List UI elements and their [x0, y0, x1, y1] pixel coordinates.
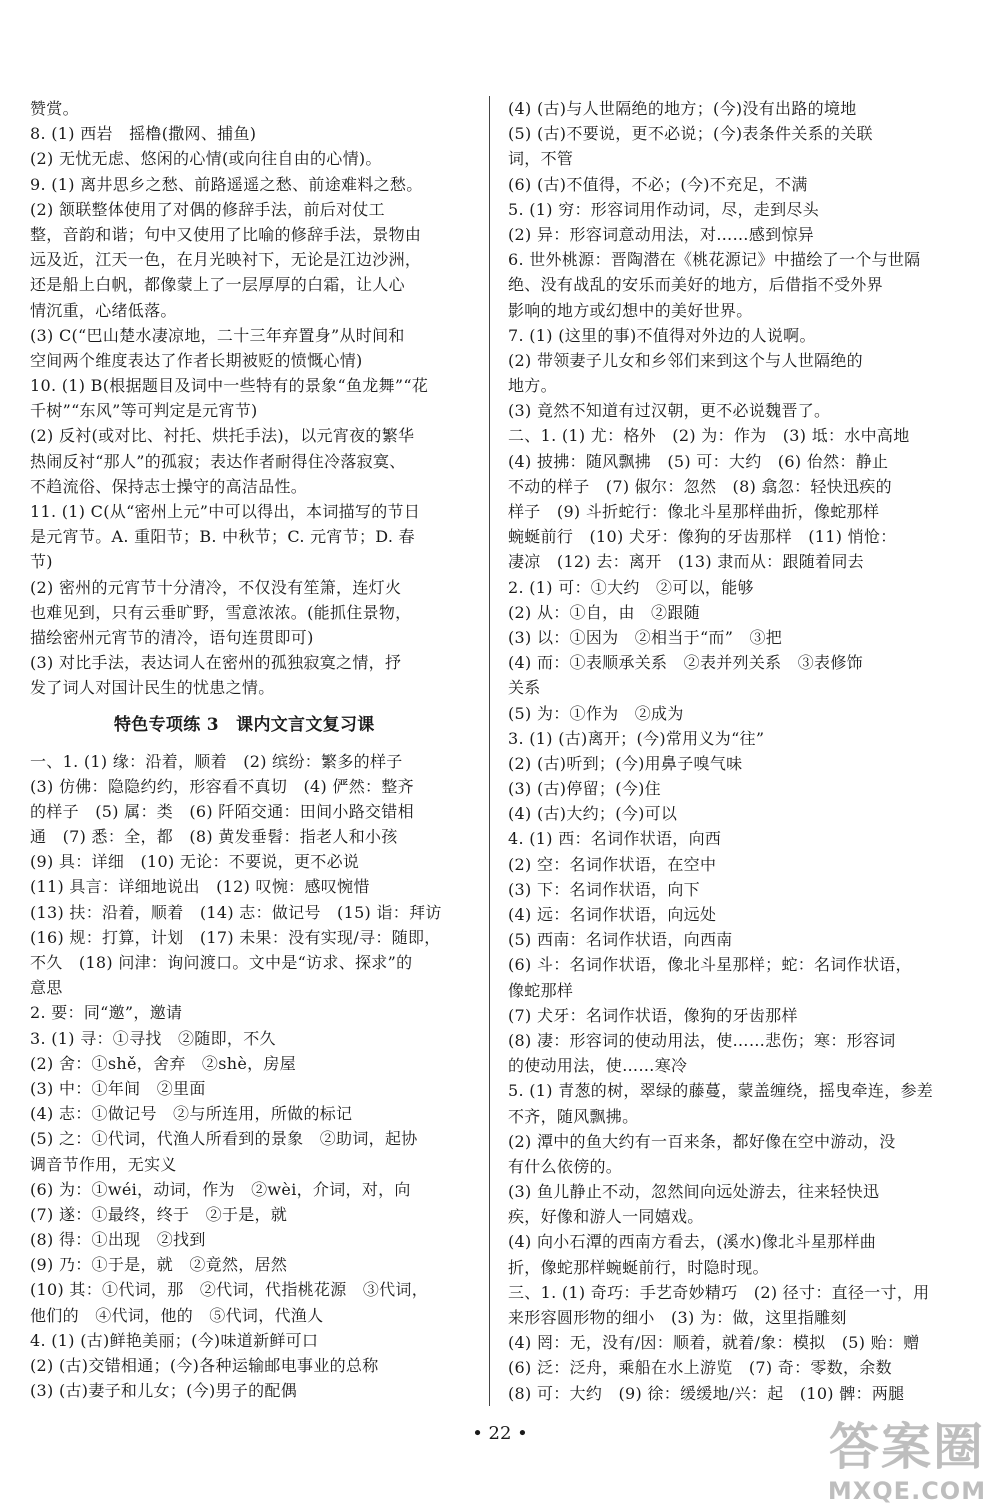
right-column	[508, 96, 946, 1406]
text-line: (2) 异：形容词意动用法，对……感到惊异	[508, 224, 815, 244]
text-line: (5) 为：①作为 ②成为	[508, 703, 684, 723]
text-line: 情沉重，心绪低落。	[30, 300, 177, 320]
text-line: (9) 乃：①于是，就 ②竟然，居然	[30, 1255, 288, 1275]
text-line: 二、1. (1) 尤：格外 (2) 为：作为 (3) 坻：水中高地	[508, 426, 910, 446]
text-line: (3) 下：名词作状语，向下	[508, 879, 700, 899]
text-line: 疾，好像和游人一同嬉戏。	[508, 1207, 704, 1227]
text-line: (4) (古)大约；(今)可以	[508, 804, 678, 824]
text-line: (2) (古)交错相通；(今)各种运输邮电事业的总称	[30, 1356, 379, 1375]
text-line: 7. (1) (这里的事)不值得对外边的人说啊。	[508, 325, 816, 345]
text-line: 4. (1) 西：名词作状语，向西	[508, 829, 722, 849]
text-line: 一、1. (1) 缘：沿着，顺着 (2) 缤纷：繁多的样子	[30, 751, 403, 771]
text-line: 2. (1) 可：①大约 ②可以，能够	[508, 577, 754, 597]
text-line: 11. (1) C(从“密州上元”中可以得出，本词描写的节日	[30, 502, 421, 521]
text-line: 有什么依傍的。	[508, 1156, 623, 1176]
left-column	[30, 96, 476, 1403]
text-line: 调音节作用，无实义	[30, 1154, 177, 1174]
text-line: (6) 为：①wéi，动词，作为 ②wèi，介词，对，向	[30, 1179, 411, 1199]
text-line: 节)	[30, 552, 53, 572]
text-line: 描绘密州元宵节的清冷，语句连贯即可)	[30, 627, 314, 647]
text-line: 样子 (9) 斗折蛇行：像北斗星那样曲折，像蛇那样	[508, 502, 880, 521]
text-line: (4) 志：①做记号 ②与所连用，所做的标记	[30, 1104, 353, 1124]
text-line: 折，像蛇那样蜿蜒前行，时隐时现。	[508, 1257, 769, 1277]
column-divider	[489, 96, 490, 1406]
watermark-text: 答案圈	[829, 1418, 985, 1476]
text-line: (11) 具言：详细地说出 (12) 叹惋：感叹惋惜	[30, 877, 370, 897]
text-line: (3) 对比手法，表达词人在密州的孤独寂寞之情，抒	[30, 653, 402, 673]
text-line: (8) 凄：形容词的使动用法，使……悲伤；寒：形容词	[508, 1030, 896, 1050]
text-line: (3) 竟然不知道有过汉朝，更不必说魏晋了。	[508, 401, 831, 421]
text-line: (4) 远：名词作状语，向远处	[508, 905, 717, 924]
text-line: 赞赏。	[30, 99, 79, 118]
text-line: 也难见到，只有云垂旷野，雪意浓浓。(能抓住景物，	[30, 602, 412, 622]
text-line: 通 (7) 悉：全，都 (8) 黄发垂髫：指老人和小孩	[30, 827, 398, 847]
text-line: (5) 之：①代词，代渔人所看到的景象 ②助词，起协	[30, 1129, 418, 1149]
text-line: 像蛇那样	[508, 980, 574, 1000]
text-line: 远及近，江天一色，在月光映衬下，无论是江边沙洲，	[30, 250, 422, 270]
text-line: 意思	[30, 978, 63, 998]
page-number: • 22 •	[472, 1423, 528, 1444]
text-line: 6. 世外桃源：晋陶潜在《桃花源记》中描绘了一个与世隔	[508, 250, 921, 270]
text-line: 的使动用法，使……寒冷	[508, 1056, 688, 1076]
text-line: (2) 带领妻子儿女和乡邻们来到这个与人世隔绝的	[508, 350, 863, 370]
text-line: 空间两个维度表达了作者长期被贬的愤慨心情)	[30, 350, 363, 370]
text-line: 8. (1) 西岩 摇橹(撒网、捕鱼)	[30, 124, 257, 144]
text-line: (3) (古)妻子和儿女；(今)男子的配偶	[30, 1381, 298, 1401]
text-line: 不久 (18) 问津：询问渡口。文中是“访求、探求”的	[30, 953, 413, 972]
text-line: 热闹反衬“那人”的孤寂；表达作者耐得住冷落寂寞、	[30, 451, 406, 471]
text-line: 影响的地方或幻想中的美好世界。	[508, 300, 753, 320]
text-line: 3. (1) 寻：①寻找 ②随即，不久	[30, 1028, 276, 1048]
text-line: 4. (1) (古)鲜艳美丽；(今)味道新鲜可口	[30, 1330, 319, 1350]
text-line: (4) 罔：无，没有/因：顺着，就着/象：模拟 (5) 贻：赠	[508, 1333, 920, 1353]
text-line: (6) (古)不值得，不必；(今)不充足，不满	[508, 174, 808, 194]
text-line: (3) 中：①年间 ②里面	[30, 1078, 206, 1098]
text-line: (5) 西南：名词作状语，向西南	[508, 930, 733, 950]
section-heading: 特色专项练 3 课内文言文复习课	[114, 714, 375, 735]
watermark-url: MXQE.COM	[827, 1477, 987, 1505]
text-line: 地方。	[508, 376, 557, 396]
text-line: (8) 得：①出现 ②找到	[30, 1230, 206, 1250]
watermark-logo	[822, 1414, 992, 1508]
text-line: 不齐，随风飘拂。	[508, 1106, 639, 1126]
text-line: (5) (古)不要说，更不必说；(今)表条件关系的关联	[508, 124, 873, 144]
text-line: 绝、没有战乱的安乐而美好的地方，后借指不受外界	[508, 275, 883, 295]
text-line: 5. (1) 穷：形容词用作动词，尽，走到尽头	[508, 199, 820, 219]
text-line: 的样子 (5) 属：类 (6) 阡陌交通：田间小路交错相	[30, 801, 414, 821]
text-line: 来形容圆形物的细小 (3) 为：做，这里指雕刻	[508, 1308, 847, 1327]
text-line: (3) (古)停留；(今)住	[508, 779, 661, 799]
text-line: (4) 而：①表顺承关系 ②表并列关系 ③表修饰	[508, 653, 863, 673]
text-line: (3) 鱼儿静止不动，忽然间向远处游去，往来轻快迅	[508, 1182, 880, 1202]
text-line: (2) 从：①自，由 ②跟随	[508, 602, 700, 622]
text-line: (6) 斗：名词作状语，像北斗星那样；蛇：名词作状语，	[508, 955, 912, 975]
text-line: 千树”“东风”等可判定是元宵节)	[30, 401, 258, 421]
text-line: (4) 向小石潭的西南方看去，(溪水)像北斗星那样曲	[508, 1232, 877, 1252]
text-line: 9. (1) 离井思乡之愁、前路遥遥之愁、前途难料之愁。	[30, 174, 423, 194]
text-line: (2) 反衬(或对比、衬托、烘托手法)，以元宵夜的繁华	[30, 426, 415, 446]
text-line: 不趋流俗、保持志士操守的高洁品性。	[30, 476, 308, 496]
text-line: 蜿蜒前行 (10) 犬牙：像狗的牙齿那样 (11) 悄怆：	[508, 527, 897, 547]
text-line: 不动的样子 (7) 俶尔：忽然 (8) 翕忽：轻快迅疾的	[508, 476, 892, 496]
text-line: (2) 舍：①shě，舍弃 ②shè，房屋	[30, 1053, 297, 1073]
text-line: 是元宵节。A. 重阳节；B. 中秋节；C. 元宵节；D. 春	[30, 527, 415, 547]
text-line: (2) (古)听到；(今)用鼻子嗅气味	[508, 753, 743, 773]
text-line: (6) 泛：泛舟，乘船在水上游览 (7) 奇：零数，余数	[508, 1358, 892, 1378]
text-line: (2) 潭中的鱼大约有一百来条，都好像在空中游动，没	[508, 1131, 896, 1151]
text-line: 3. (1) (古)离开；(今)常用义为“往”	[508, 728, 765, 748]
text-line: 发了词人对国计民生的忧患之情。	[30, 678, 275, 698]
text-line: (10) 其：①代词，那 ②代词，代指桃花源 ③代词，	[30, 1280, 429, 1300]
text-line: (2) 颔联整体使用了对偶的修辞手法，前后对仗工	[30, 199, 385, 219]
text-line: (13) 扶：沿着，顺着 (14) 志：做记号 (15) 诣：拜访	[30, 902, 442, 922]
text-line: (3) 仿佛：隐隐约约，形容看不真切 (4) 俨然：整齐	[30, 776, 414, 796]
text-line: 凄凉 (12) 去：离开 (13) 隶而从：跟随着同去	[508, 552, 864, 572]
text-line: 关系	[508, 678, 541, 698]
text-line: (3) C(“巴山楚水凄凉地，二十三年弃置身”从时间和	[30, 325, 405, 345]
text-line: 还是船上白帆，都像蒙上了一层厚厚的白霜，让人心	[30, 275, 405, 295]
text-line: 2. 要：同“邀”，邀请	[30, 1003, 183, 1023]
text-line: 整，音韵和谐；句中又使用了比喻的修辞手法，景物由	[30, 224, 422, 244]
text-line: 10. (1) B(根据题目及词中一些特有的景象“鱼龙舞”“花	[30, 376, 429, 396]
text-line: (7) 犬牙：名词作状语，像狗的牙齿那样	[508, 1005, 798, 1025]
text-line: 5. (1) 青葱的树，翠绿的藤蔓，蒙盖缠绕，摇曳牵连，参差	[508, 1081, 934, 1101]
text-line: 他们的 ④代词，他的 ⑤代词，代渔人	[30, 1305, 324, 1325]
text-line: (4) 披拂：随风飘拂 (5) 可：大约 (6) 佁然：静止	[508, 451, 889, 471]
text-line: 三、1. (1) 奇巧：手艺奇妙精巧 (2) 径寸：直径一寸，用	[508, 1282, 930, 1302]
text-line: (3) 以：①因为 ②相当于“而” ③把	[508, 627, 783, 647]
text-line: (8) 可：大约 (9) 徐：缓缓地/兴：起 (10) 髀：两腿	[508, 1383, 905, 1403]
text-line: (7) 遂：①最终，终于 ②于是，就	[30, 1204, 288, 1224]
text-line: (9) 具：详细 (10) 无论：不要说，更不必说	[30, 852, 360, 872]
text-line: 词，不管	[508, 149, 574, 169]
text-line: (2) 空：名词作状语，在空中	[508, 854, 717, 874]
text-line: (2) 密州的元宵节十分清冷，不仅没有笙箫，连灯火	[30, 577, 402, 597]
text-line: (2) 无忧无虑、悠闲的心情(或向往自由的心情)。	[30, 149, 382, 169]
text-line: (4) (古)与人世隔绝的地方；(今)没有出路的境地	[508, 99, 857, 118]
text-line: (16) 规：打算，计划 (17) 未果：没有实现/寻：随即，	[30, 927, 441, 947]
